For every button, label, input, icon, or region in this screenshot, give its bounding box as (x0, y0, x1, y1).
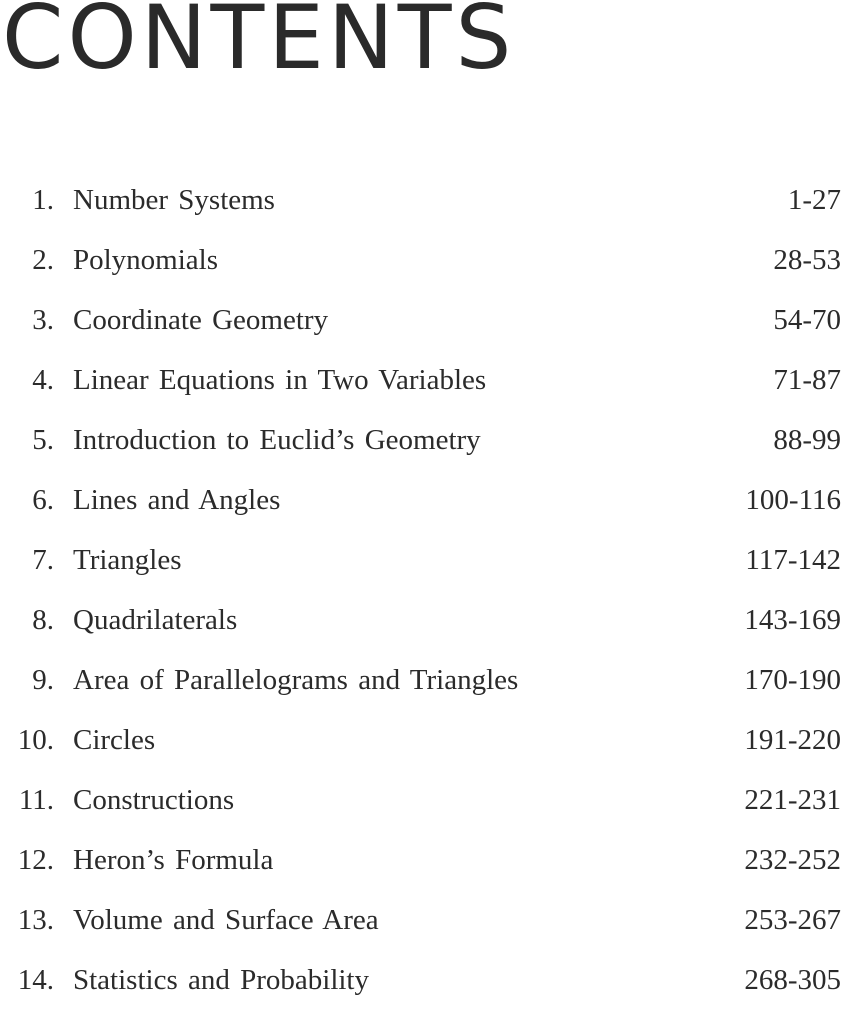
chapter-title: Number Systems (73, 184, 275, 216)
toc-entry (0, 350, 847, 410)
chapter-title: Circles (73, 724, 156, 756)
chapter-number: 10. (17, 724, 54, 756)
page-range: 100-116 (745, 484, 841, 516)
page-range: 268-305 (744, 964, 841, 996)
page-range: 143-169 (744, 604, 841, 636)
page-range: 232-252 (744, 844, 841, 876)
chapter-title: Lines and Angles (73, 484, 281, 516)
toc-entry (0, 170, 847, 230)
chapter-number: 7. (32, 544, 54, 576)
table-of-contents (0, 170, 847, 1010)
chapter-number: 12. (17, 844, 54, 876)
toc-entry (0, 590, 847, 650)
chapter-title: Statistics and Probability (73, 964, 369, 996)
chapter-title: Area of Parallelograms and Triangles (73, 664, 519, 696)
page-range: 28-53 (773, 244, 841, 276)
toc-entry (0, 650, 847, 710)
chapter-title: Triangles (73, 544, 182, 576)
toc-entry (0, 710, 847, 770)
toc-entry (0, 890, 847, 950)
toc-entry (0, 830, 847, 890)
toc-entry (0, 770, 847, 830)
chapter-title: Constructions (73, 784, 235, 816)
chapter-number: 3. (32, 304, 54, 336)
toc-entry (0, 290, 847, 350)
chapter-title: Quadrilaterals (73, 604, 238, 636)
chapter-title: Volume and Surface Area (73, 904, 379, 936)
chapter-title: Introduction to Euclid’s Geometry (73, 424, 481, 456)
chapter-number: 4. (32, 364, 54, 396)
chapter-title: Heron’s Formula (73, 844, 274, 876)
toc-entry (0, 950, 847, 1010)
page-range: 1-27 (787, 184, 841, 216)
page-range: 253-267 (744, 904, 841, 936)
chapter-number: 5. (32, 424, 54, 456)
toc-entry (0, 470, 847, 530)
chapter-number: 13. (17, 904, 54, 936)
chapter-title: Linear Equations in Two Variables (73, 364, 487, 396)
chapter-title: Coordinate Geometry (73, 304, 329, 336)
chapter-number: 8. (32, 604, 54, 636)
page-range: 54-70 (773, 304, 841, 336)
chapter-number: 14. (17, 964, 54, 996)
page-range: 191-220 (744, 724, 841, 756)
page-range: 117-142 (745, 544, 841, 576)
toc-entry (0, 410, 847, 470)
toc-entry (0, 530, 847, 590)
page-title: CONTENTS (2, 0, 516, 89)
chapter-number: 6. (32, 484, 54, 516)
toc-entry (0, 230, 847, 290)
page-range: 71-87 (773, 364, 841, 396)
page-range: 221-231 (744, 784, 841, 816)
chapter-title: Polynomials (73, 244, 219, 276)
chapter-number: 2. (32, 244, 54, 276)
page-range: 170-190 (744, 664, 841, 696)
chapter-number: 9. (32, 664, 54, 696)
chapter-number: 11. (18, 784, 54, 816)
page-range: 88-99 (773, 424, 841, 456)
chapter-number: 1. (32, 184, 54, 216)
